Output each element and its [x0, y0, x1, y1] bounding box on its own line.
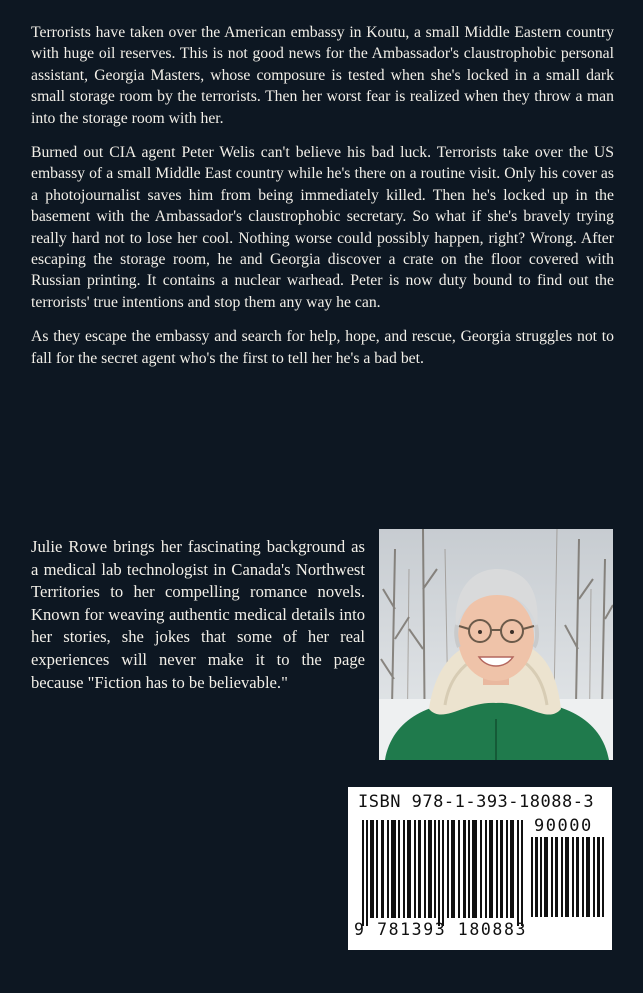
- author-bio: Julie Rowe brings her fascinating background as a medical lab technologist in Canada's Northwest Territories to her compelling romance novels. Known for weaving authentic medical details into her stories, she jokes that some of her real experiences will never make it to the page because "Fiction has to be believable.": [31, 537, 365, 692]
- barcode-main-bars: [362, 820, 524, 926]
- blurb-paragraph-1: Terrorists have taken over the American embassy in Koutu, a small Middle Eastern country with huge oil reserves. This is not good news for the Ambassador's claustrophobic personal assistant, Georgia Masters, whose composure is tested when she's locked in a small dark small storage room by the terrorists. Then her worst fear is realized when they throw a man into the storage room with her.: [31, 24, 614, 127]
- isbn-label: ISBN 978-1-393-18088-3: [358, 792, 595, 812]
- barcode-addon-bars: [531, 837, 605, 917]
- blurb-paragraph-3: As they escape the embassy and search for help, hope, and rescue, Georgia struggles not to fall for the secret agent who's the first to tell her he's a bad bet.: [31, 328, 614, 367]
- blurb-paragraph-2: Burned out CIA agent Peter Welis can't believe his bad luck. Terrorists take over the US embassy of a small Middle East country while he's there on a routine visit. Only his cover as a photojournalist saves him from being immediately killed. Then he's locked up in the basement with the Ambassador's claustrophobic secretary. So what if she's bravely trying really hard not to lose her cool. Nothing worse could possibly happen, right? Wrong. After escaping the storage room, he and Georgia discover a crate on the floor covered with Russian printing. It contains a nuclear warhead. Peter is now duty bound to find out the terrorists' true intentions and stop them any way he can.: [31, 144, 614, 311]
- isbn-barcode: [348, 787, 612, 950]
- barcode-addon-number: 90000: [534, 816, 593, 836]
- author-photo: [379, 529, 613, 760]
- barcode-digits: 9 781393 180883: [354, 920, 528, 939]
- back-cover-blurb: [31, 22, 614, 382]
